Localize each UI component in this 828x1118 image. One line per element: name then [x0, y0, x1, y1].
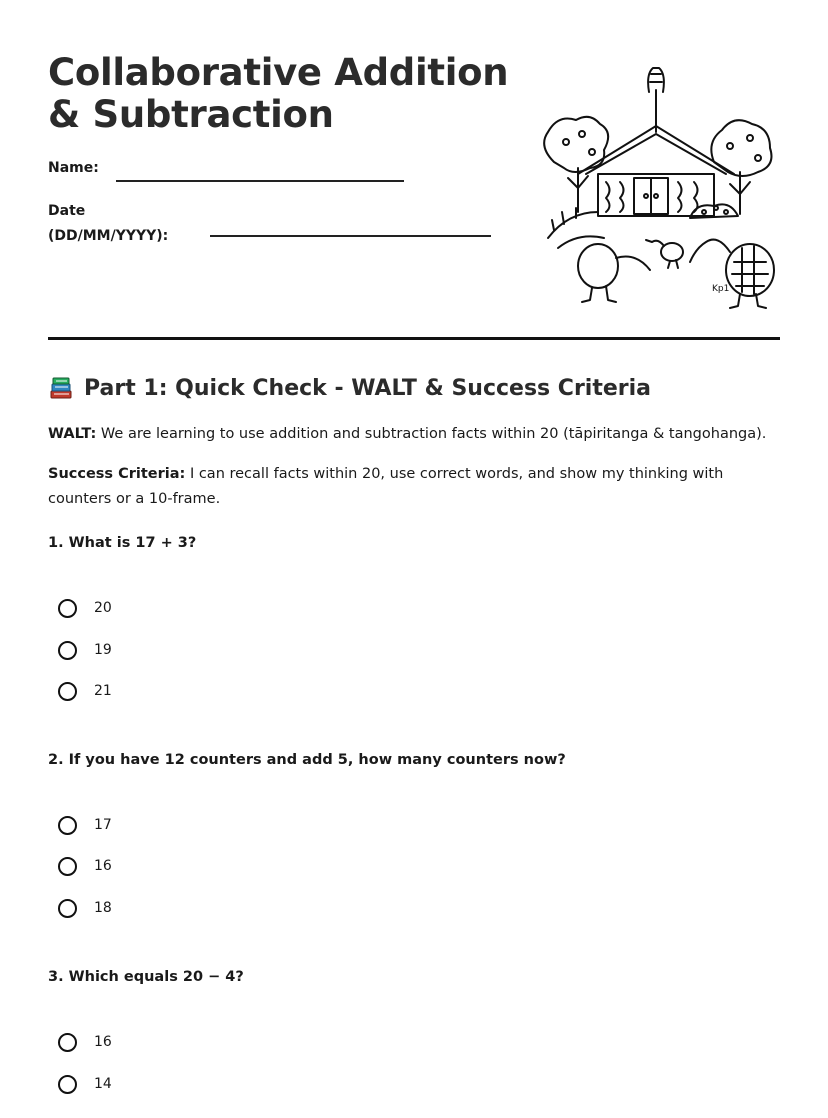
q1-option-20[interactable] [58, 595, 112, 621]
q1-option-21[interactable] [58, 678, 112, 704]
q2-option-16[interactable] [58, 853, 112, 879]
radio-button[interactable] [58, 641, 77, 660]
worksheet-page [48, 0, 780, 1118]
part1-heading-text: Part 1: Quick Check - WALT & Success Criteria [84, 376, 652, 401]
question-3: 3. Which equals 20 − 4? [48, 969, 244, 985]
radio-button[interactable] [58, 1033, 77, 1052]
radio-button[interactable] [58, 599, 77, 618]
title-line-1: Collaborative Addition [48, 51, 509, 94]
question-2: 2. If you have 12 counters and add 5, how many counters now? [48, 752, 566, 768]
q2-option-17[interactable] [58, 812, 112, 838]
success-criteria-paragraph [48, 462, 778, 512]
q3-option-16[interactable] [58, 1029, 112, 1055]
radio-button[interactable] [58, 857, 77, 876]
walt-paragraph [48, 422, 778, 447]
name-label: Name: [48, 160, 99, 176]
books-icon [48, 376, 74, 402]
option-label: 16 [94, 858, 112, 874]
option-label: 14 [94, 1076, 112, 1092]
option-label: 21 [94, 683, 112, 699]
walt-text: We are learning to use addition and subtraction facts within 20 (tāpiritanga & tangohanga). [96, 426, 767, 442]
option-label: 18 [94, 900, 112, 916]
option-label: 19 [94, 642, 112, 658]
option-label: 20 [94, 600, 112, 616]
question-1: 1. What is 17 + 3? [48, 535, 197, 551]
radio-button[interactable] [58, 682, 77, 701]
option-label: 16 [94, 1034, 112, 1050]
page-title [48, 52, 518, 136]
name-field[interactable] [116, 180, 404, 182]
radio-button[interactable] [58, 816, 77, 835]
success-criteria-label: Success Criteria: [48, 466, 186, 482]
date-field[interactable] [210, 235, 491, 237]
illustration-caption: Kp1 [712, 284, 730, 294]
date-label-line-1: Date [48, 203, 86, 219]
section-divider [48, 337, 780, 340]
q3-option-14[interactable] [58, 1071, 112, 1097]
q1-option-19[interactable] [58, 637, 112, 663]
radio-button[interactable] [58, 899, 77, 918]
option-label: 17 [94, 817, 112, 833]
part1-heading [48, 372, 651, 406]
radio-button[interactable] [58, 1075, 77, 1094]
success-criteria-text: I can recall facts within 20, use correct words, and show my thinking with counters or a 10-frame. [48, 466, 724, 507]
title-line-2: & Subtraction [48, 93, 334, 136]
walt-label: WALT: [48, 426, 97, 442]
wharenui-kiwi-illustration [518, 62, 780, 314]
q2-option-18[interactable] [58, 895, 112, 921]
date-label-line-2: (DD/MM/YYYY): [48, 228, 169, 244]
